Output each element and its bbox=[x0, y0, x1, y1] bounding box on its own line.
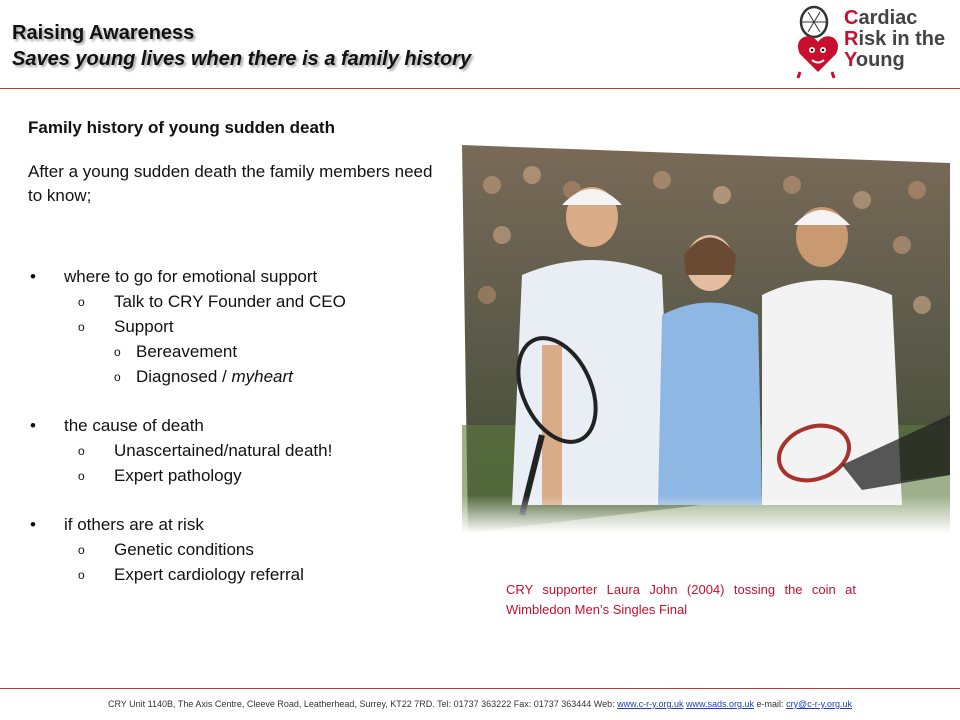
footer-divider bbox=[0, 688, 960, 689]
list-item: • where to go for emotional support o Talk to CRY Founder and CEO o Support o Bereavement o Diagnosed / myheart bbox=[28, 264, 448, 389]
list-item: o Talk to CRY Founder and CEO bbox=[28, 289, 448, 314]
header-divider bbox=[0, 88, 960, 89]
cry-logo bbox=[788, 2, 954, 80]
list-item: o Expert pathology bbox=[28, 463, 448, 488]
list-item: • if others are at risk o Genetic conditions o Expert cardiology referral bbox=[28, 512, 448, 587]
list-item: o Diagnosed / myheart bbox=[114, 364, 448, 389]
intro-text: After a young sudden death the family members need to know; bbox=[28, 162, 433, 205]
logo-wordmark: Cardiac Risk in the Young bbox=[844, 7, 946, 71]
link-email[interactable]: cry@c-r-y.org.uk bbox=[786, 699, 853, 709]
list-item: o Genetic conditions bbox=[28, 537, 448, 562]
footer-address: CRY Unit 1140B, The Axis Centre, Cleeve Road, Leatherhead, Surrey, KT22 7RD. Tel: 01737 363222 Fax: 01737 363444 Web: bbox=[107, 699, 615, 709]
list-item: o Bereavement bbox=[114, 339, 448, 364]
main-content bbox=[28, 116, 448, 587]
photo-caption: CRY supporter Laura John (2004) tossing the coin at Wimbledon Men’s Singles Final bbox=[506, 582, 856, 617]
bullet-list bbox=[28, 264, 448, 587]
link-cry-website[interactable]: www.c-r-y.org.uk bbox=[617, 699, 684, 709]
wimbledon-photo bbox=[462, 145, 950, 533]
email-label: e-mail: bbox=[756, 699, 784, 709]
link-sads-website[interactable]: www.sads.org.uk bbox=[685, 699, 755, 709]
list-item: • the cause of death o Unascertained/natural death! o Expert pathology bbox=[28, 413, 448, 488]
heart-tennis-icon bbox=[788, 2, 848, 80]
footer bbox=[0, 699, 960, 709]
list-item: o Unascertained/natural death! bbox=[28, 438, 448, 463]
list-item: o Expert cardiology referral bbox=[28, 562, 448, 587]
list-item: o Support o Bereavement o Diagnosed / myheart bbox=[28, 314, 448, 389]
photo-image bbox=[462, 145, 950, 533]
section-heading: Family history of young sudden death bbox=[28, 118, 335, 137]
slide-title: Raising Awareness bbox=[12, 22, 195, 44]
slide-subtitle: Saves young lives when there is a family history bbox=[12, 48, 472, 70]
